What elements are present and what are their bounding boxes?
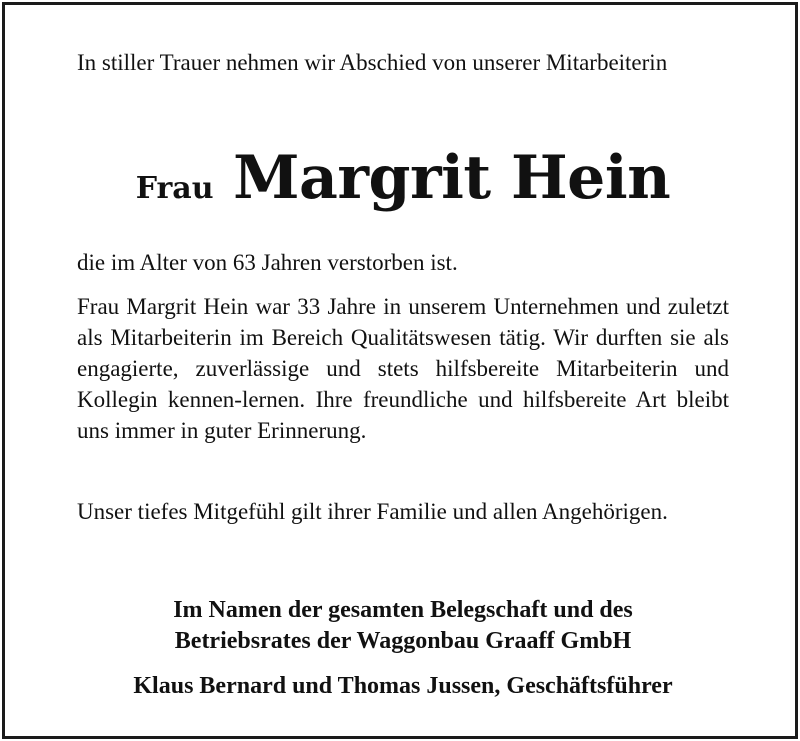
age-line: die im Alter von 63 Jahren verstorben ist. [77,250,458,275]
signoff-block [67,595,739,657]
name-prefix: Frau [135,171,214,206]
tribute-text: Frau Margrit Hein war 33 Jahre in unserem Unternehmen und zuletzt als Mitarbeiterin im Bereich Qualitätswesen tätig. Wir durften sie als engagierte, zuverlässige und stets hilfsbereite Mitarbeiterin und Kollegin kennen-lernen. Ihre freundliche und hilfsbereite Art bleibt uns immer in guter Erinnerung. [77,294,729,443]
signatories: Klaus Bernard und Thomas Jussen, Geschäftsführer [133,673,673,699]
deceased-name: Margrit Hein [233,143,671,213]
signoff-line-1: Im Namen der gesamten Belegschaft und des [173,597,633,623]
deceased-name-heading [77,143,729,213]
signoff-line-2: Betriebsrates der Waggonbau Graaff GmbH [174,628,632,654]
intro-text: In stiller Trauer nehmen wir Abschied von unserer Mitarbeiterin [77,50,668,75]
obituary-notice-frame [2,2,798,739]
tribute-paragraph [77,291,729,446]
condolence-paragraph: Unser tiefes Mitgefühl gilt ihrer Familie und allen Angehörigen. [77,499,668,524]
